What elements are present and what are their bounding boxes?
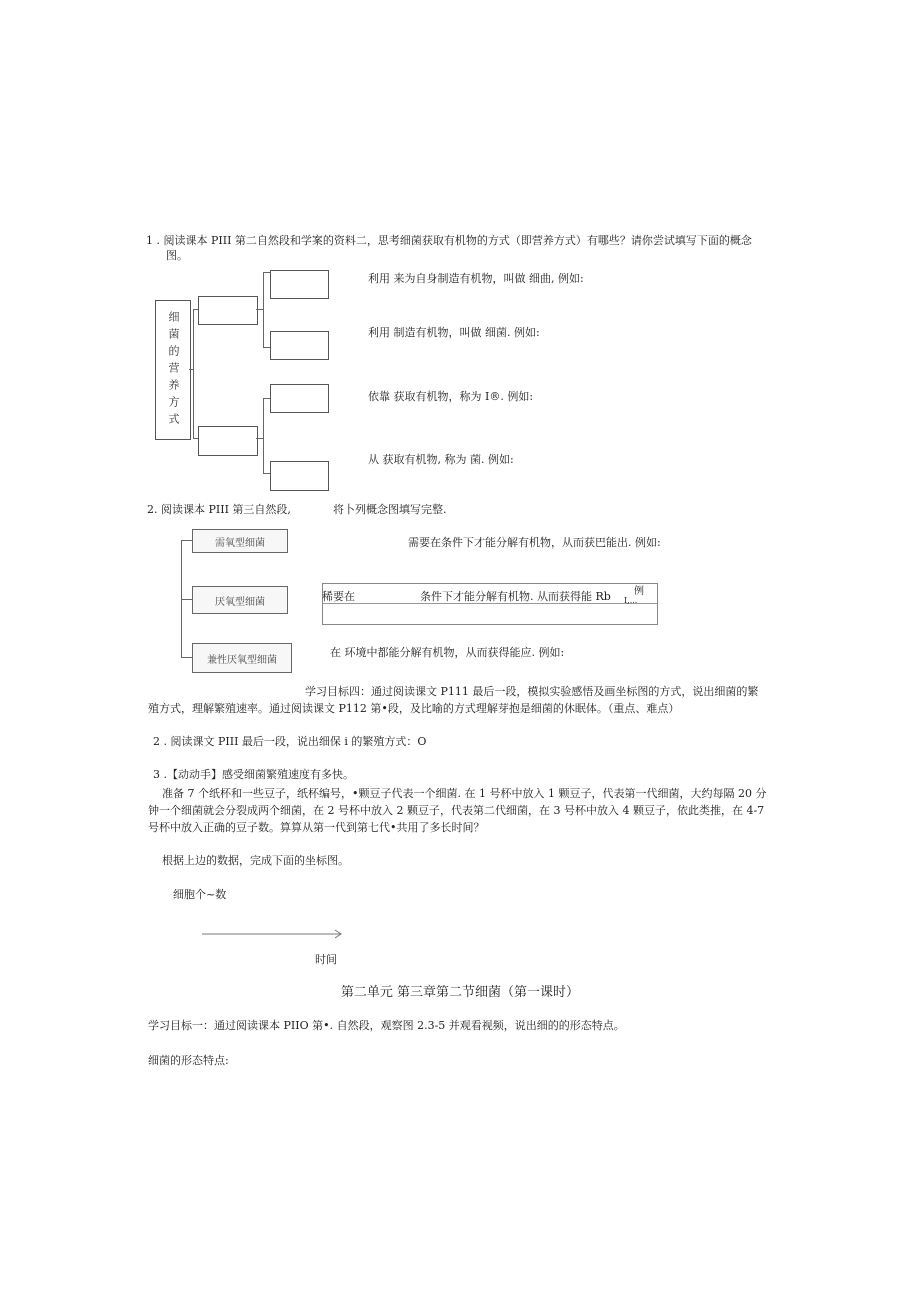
graph-y-label: 细胞个~数	[173, 888, 227, 901]
q3-para-line1: 准备 7 个纸杯和一些豆子，纸杯编号，•颗豆子代表一个细菌. 在 1 号杯中放入 1 颗豆子，代表第一代细菌，大约每隔 20 分	[162, 787, 767, 800]
anaerobic-bacteria-box	[192, 586, 288, 614]
nutrition-category-box-2[interactable]	[198, 426, 258, 456]
graph-x-axis	[200, 927, 350, 941]
goal4-line2: 殖方式，理解繁殖速率。通过阅读课文 P112 第•段，及比喻的方式理解芽抱是细菌的休眠体。（重点、难点）	[148, 702, 680, 715]
q2-intro-right: 将卜列概念图填写完整.	[333, 503, 447, 516]
nutrition-root-label: 细菌的营养方式	[167, 310, 180, 430]
goal1-text: 学习目标一：通过阅读课本 PIIO 第•. 自然段，观察图 2.3-5 并观看视频，说出细的的形态特点。	[148, 1019, 625, 1032]
q3-title: 3 .【动动手】感受细菌繁殖速度有多快。	[153, 768, 354, 781]
nutrition-row-1: 利用 来为自身制造有机物，叫做 细曲, 例如:	[368, 272, 584, 285]
q1-intro-line2: 图。	[166, 249, 188, 262]
aerobic-bacteria-label: 需氧型细菌	[215, 537, 265, 549]
q3-instruction: 根据上边的数据，完成下面的坐标图。	[162, 854, 349, 867]
facultative-text: 在 环境中都能分解有机物，从而获得能应. 例如:	[330, 646, 565, 659]
graph-x-label: 时间	[315, 953, 337, 966]
morphology-label: 细菌的形态特点:	[148, 1054, 229, 1067]
nutrition-row-2: 利用 制造有机物，叫做 细菌. 例如:	[368, 326, 540, 339]
nutrition-subtype-box-1[interactable]	[270, 270, 329, 299]
q2-intro-left: 2. 阅读课本 PIII 第三自然段,	[147, 503, 291, 516]
nutrition-subtype-box-2[interactable]	[270, 331, 329, 360]
facultative-bacteria-label: 兼性厌氧型细菌	[207, 654, 277, 666]
nutrition-subtype-box-3[interactable]	[270, 384, 329, 413]
nutrition-root-box	[155, 300, 191, 440]
q2b-question: 2 . 阅读课文 PIII 最后一段，说出细保 i 的繁殖方式：O	[153, 735, 427, 748]
aerobic-text: 需要在条件下才能分解有机物，从而获巴能出. 例如:	[408, 536, 661, 549]
anaerobic-text-left: 稀要在	[322, 590, 355, 603]
anaerobic-text-middle: 条件下才能分解有机物. 从而获得能 Rb	[420, 590, 611, 603]
facultative-bacteria-box	[192, 643, 292, 673]
q3-para-line2: 钟一个细菌就会分裂成两个细菌，在 2 号杯中放入 2 颗豆子，代表第二代细菌，在 3 号杯中放入 4 颗豆子，依此类推，在 4-7	[148, 804, 765, 817]
anaerobic-bacteria-label: 厌氧型细菌	[215, 596, 265, 608]
nutrition-category-box-1[interactable]	[198, 296, 258, 325]
anaerobic-mark: I,...	[624, 596, 638, 605]
nutrition-subtype-box-4[interactable]	[270, 461, 329, 491]
q3-para-line3: 号杯中放入正确的豆子数。算算从第一代到第七代•共用了多长时间？	[148, 821, 485, 834]
goal4-line1: 学习目标四：通过阅读课文 P111 最后一段，模拟实验感悟及画坐标图的方式，说出细菌的繁	[305, 685, 759, 698]
nutrition-row-3: 依靠 获取有机物，称为 I®. 例如:	[368, 390, 534, 403]
q1-intro-line1: 1 . 阅读课本 PIII 第二自然段和学案的资料二，思考细菌获取有机物的方式（即营养方式）有哪些？请你尝试填写下面的概念	[146, 234, 752, 247]
aerobic-bacteria-box	[192, 529, 288, 553]
anaerobic-example-label: 例	[634, 586, 644, 597]
nutrition-row-4: 从 获取有机物, 称为 菌. 例如:	[368, 453, 514, 466]
section-title: 第二单元 第三章第二节细菌（第一课时）	[340, 985, 580, 1000]
